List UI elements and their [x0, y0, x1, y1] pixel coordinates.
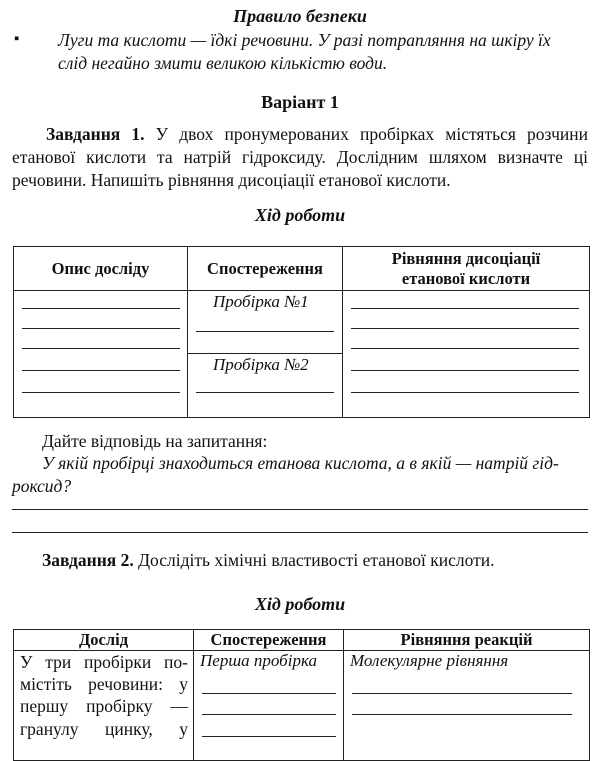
- task2-label: Завдання 2.: [42, 550, 134, 570]
- header-experiment: Дослід: [14, 630, 194, 651]
- answer-line: [22, 392, 180, 393]
- bullet-icon: ▪: [14, 31, 20, 47]
- header-equation: [343, 247, 590, 291]
- tube1-label: Пробірка №1: [213, 292, 309, 311]
- task1-label: Завдання 1.: [46, 124, 145, 144]
- header-equation-line-2: етанової кислоти: [401, 268, 531, 288]
- task1-line-1-text: У двох пронумерованих пробірках містяться розчини: [155, 124, 588, 144]
- answer-line: [352, 714, 572, 715]
- task2-text: Дослідіть хімічні властивості етанової кислоти.: [138, 550, 495, 570]
- answer-line: [202, 693, 336, 694]
- molecular-equation-label: Молекулярне рівняння: [350, 651, 509, 670]
- header-equation-line-1: Рівняння дисоціації: [391, 248, 541, 268]
- variant-title: Варіант 1: [261, 92, 339, 112]
- header-observation-2: Спостереження: [194, 630, 344, 651]
- question-intro: Дайте відповідь на запитання:: [42, 431, 268, 451]
- answer-line: [12, 509, 588, 510]
- procedure1-title: Хід роботи: [254, 205, 346, 225]
- question-line-2: роксид?: [12, 476, 72, 496]
- answer-line: [12, 532, 588, 533]
- answer-line: [351, 308, 579, 309]
- answer-line: [351, 392, 579, 393]
- header-description: Опис досліду: [14, 247, 188, 291]
- equation-cell: [343, 291, 590, 418]
- answer-line: [351, 328, 579, 329]
- answer-line: [22, 370, 180, 371]
- answer-line: [22, 328, 180, 329]
- answer-line: [196, 392, 334, 393]
- exp-desc-line-4: гранулу цинку, у: [20, 719, 188, 739]
- exp-desc-line-1: У три пробірки по-: [20, 652, 188, 672]
- observation-first-tube-cell: [194, 651, 344, 761]
- task1-line-3: речовини. Напишіть рівняння дисоціації етанової кислоти.: [12, 170, 451, 190]
- answer-line: [22, 348, 180, 349]
- answer-line: [352, 693, 572, 694]
- experiment-description-cell: [14, 651, 194, 761]
- answer-line: [351, 348, 579, 349]
- procedure2-title: Хід роботи: [254, 594, 346, 614]
- answer-line: [202, 714, 336, 715]
- answer-line: [351, 370, 579, 371]
- question-line-1: У якій пробірці знаходиться етанова кислота, а в якій — натрій гід-: [42, 453, 559, 473]
- answer-line: [202, 736, 336, 737]
- first-tube-label: Перша пробірка: [200, 651, 317, 670]
- observation-tube1-cell: [188, 291, 343, 354]
- safety-title: Правило безпеки: [233, 6, 367, 26]
- header-observation: Спостереження: [188, 247, 343, 291]
- task2-line: [42, 549, 495, 572]
- safety-line-2: слід негайно змити великою кількістю води.: [58, 53, 388, 73]
- reaction-equations-cell: [344, 651, 590, 761]
- tube2-label: Пробірка №2: [213, 355, 309, 374]
- exp-desc-line-3: першу пробірку —: [20, 696, 188, 716]
- description-cell: [14, 291, 188, 418]
- answer-line: [196, 331, 334, 332]
- safety-line-1: Луги та кислоти — їдкі речовини. У разі потрапляння на шкіру їх: [58, 30, 551, 50]
- results-table-2: [13, 629, 590, 761]
- header-equations: Рівняння реакцій: [344, 630, 590, 651]
- task1-line-2: етанової кислоти та натрій гідроксиду. Дослідним шляхом визначте ці: [12, 147, 588, 167]
- answer-line: [22, 308, 180, 309]
- exp-desc-line-2: містіть речовини: у: [20, 674, 188, 694]
- observation-tube2-cell: [188, 354, 343, 418]
- results-table-1: [13, 246, 590, 418]
- task1-line-1: [12, 123, 588, 146]
